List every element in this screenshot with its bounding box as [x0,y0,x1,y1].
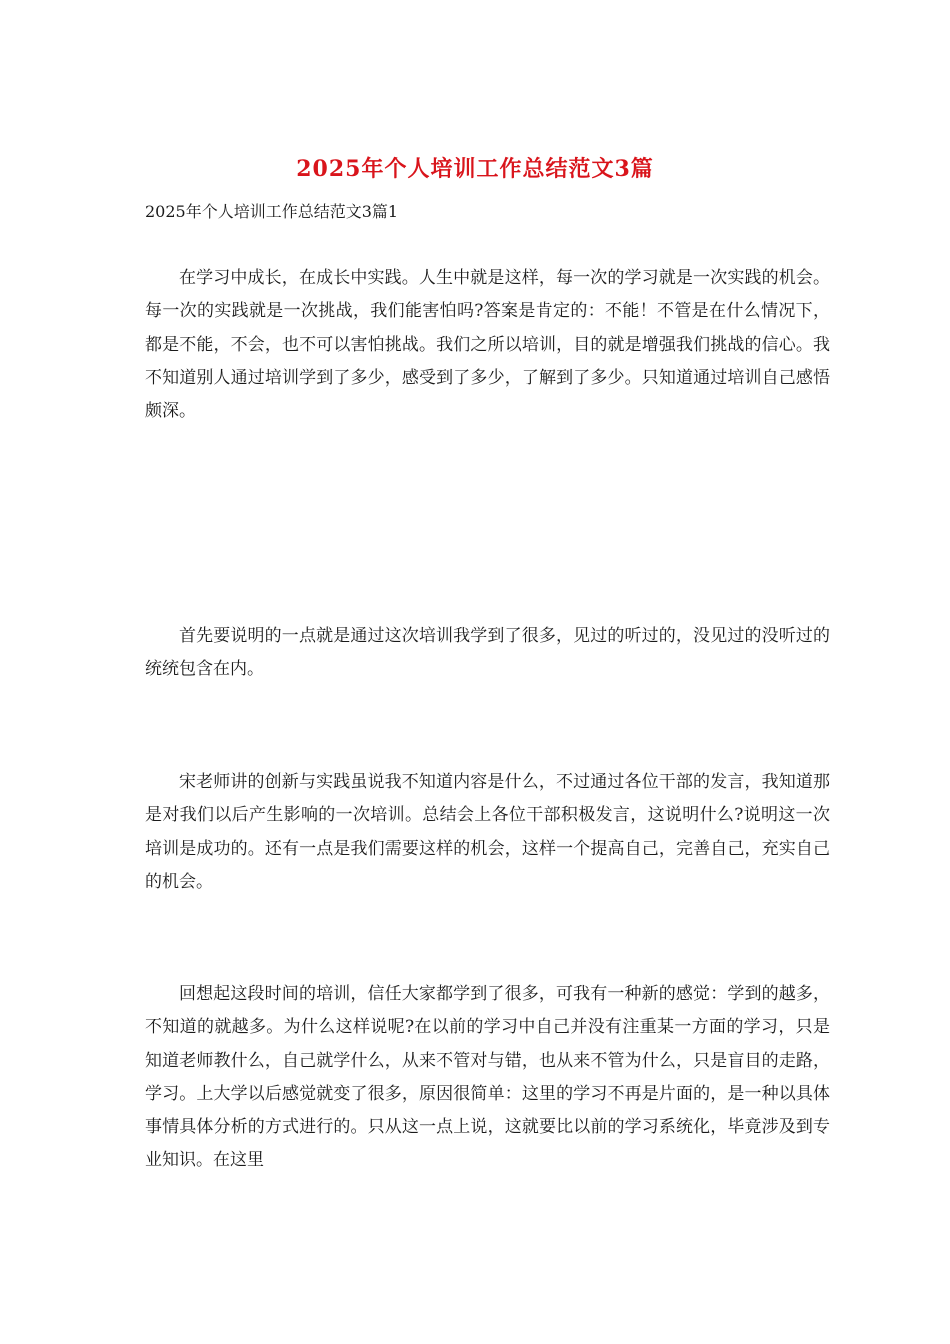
paragraph-1: 在学习中成长，在成长中实践。人生中就是这样，每一次的学习就是一次实践的机会。每一次的实践就是一次挑战，我们能害怕吗?答案是肯定的：不能！不管是在什么情况下，都是不能，不会，也不可以害怕挑战。我们之所以培训，目的就是增强我们挑战的信心。我不知道别人通过培训学到了多少，感受到了多少，了解到了多少。只知道通过培训自己感悟颇深。 [145,268,830,422]
paragraph-2: 首先要说明的一点就是通过这次培训我学到了很多，见过的听过的，没见过的没听过的统统包含在内。 [145,626,830,680]
paragraph-4: 回想起这段时间的培训，信任大家都学到了很多，可我有一种新的感觉：学到的越多，不知道的就越多。为什么这样说呢?在以前的学习中自己并没有注重某一方面的学习，只是知道老师教什么，自己就学什么，从来不管对与错，也从来不管为什么，只是盲目的走路，学习。上大学以后感觉就变了很多，原因很简单：这里的学习不再是片面的，是一种以具体事情具体分析的方式进行的。只从这一点上说，这就要比以前的学习系统化，毕竟涉及到专业知识。在这里 [145,984,830,1171]
section-heading: 2025年个人培训工作总结范文3篇1 [145,202,399,221]
paragraph-3: 宋老师讲的创新与实践虽说我不知道内容是什么，不过通过各位干部的发言，我知道那是对我们以后产生影响的一次培训。总结会上各位干部积极发言，这说明什么?说明这一次培训是成功的。还有一点是我们需要这样的机会，这样一个提高自己，完善自己，充实自己的机会。 [145,772,830,892]
document-title: 2025年个人培训工作总结范文3篇 [296,156,654,182]
